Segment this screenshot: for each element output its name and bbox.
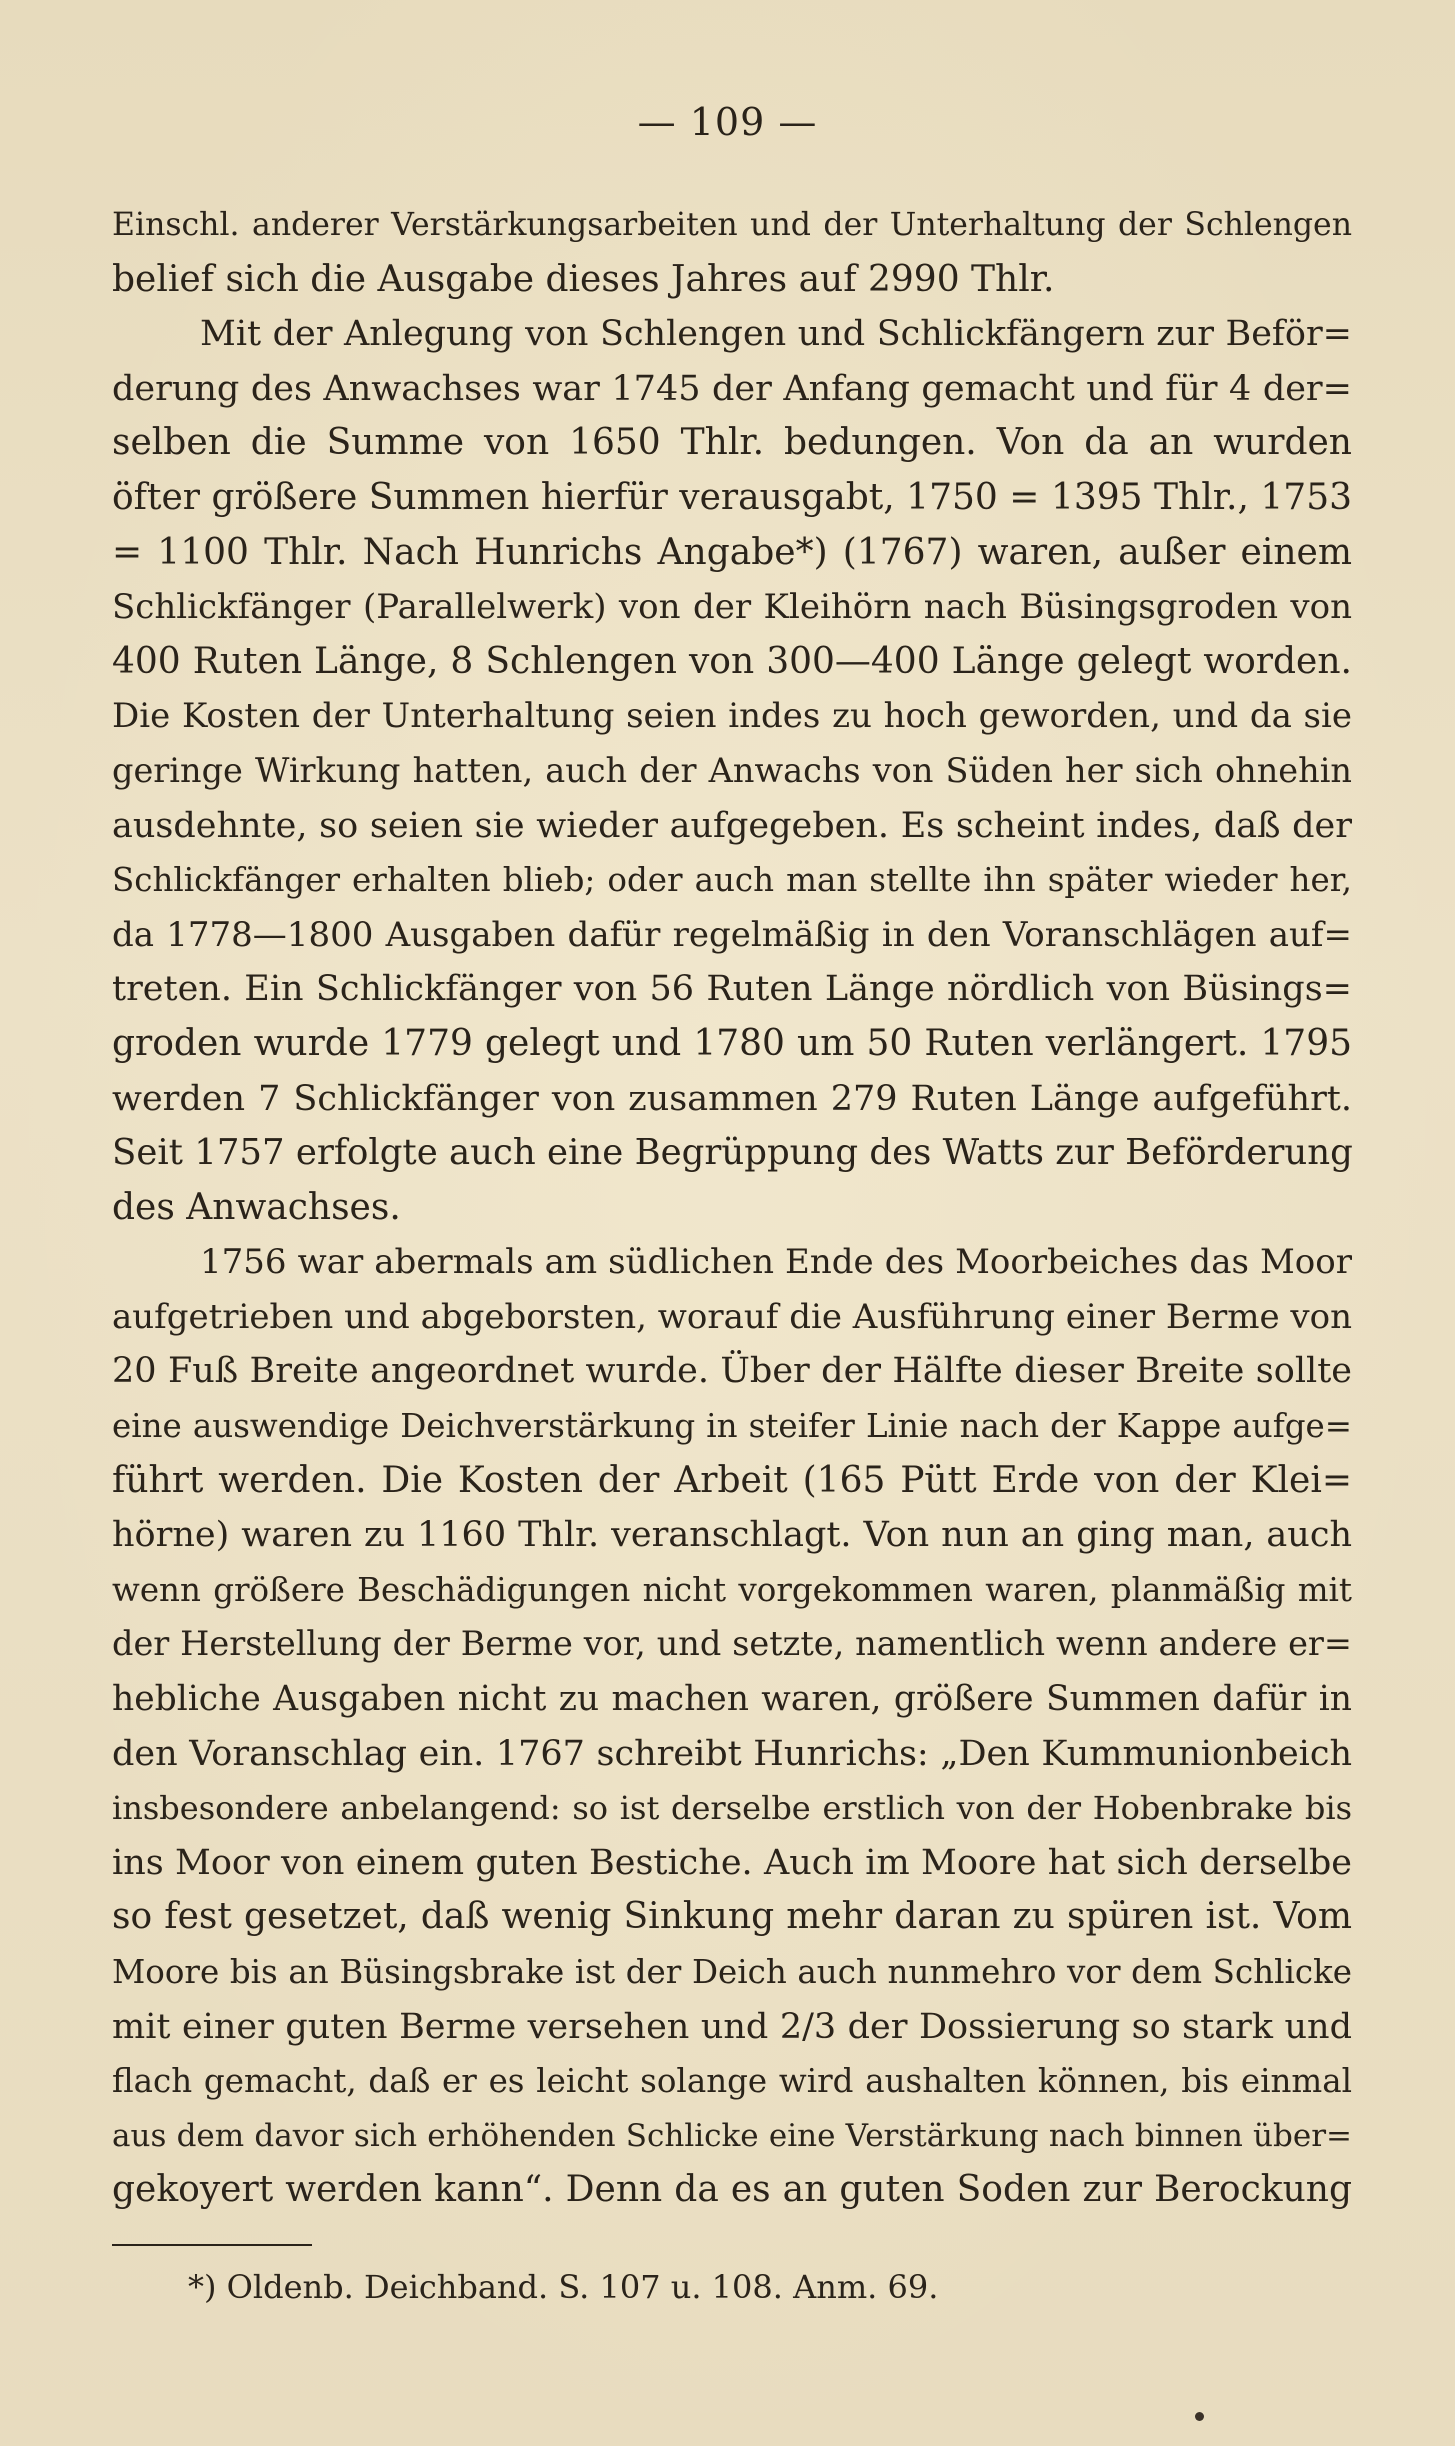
text-line: wenn größere Beschädigungen nicht vorgekommen waren, planmäßig mit (112, 1570, 1352, 1609)
text-line: 20 Fuß Breite angeordnet wurde. Über der Hälfte dieser Breite sollte (112, 1351, 1352, 1392)
text-line: Mit der Anlegung von Schlengen und Schlickfängern zur Beför= (200, 314, 1352, 355)
text-line: mit einer guten Berme versehen und 2/3 der Dossierung so stark und (112, 2006, 1352, 2047)
page-number: — 109 — (637, 100, 818, 144)
text-line: selben die Summe von 1650 Thlr. bedungen. Von da an wurden (112, 422, 1352, 464)
footnote-divider (112, 2244, 312, 2246)
footnote: *) Oldenb. Deichband. S. 107 u. 108. Anm. 69. (188, 2268, 939, 2306)
text-line: Seit 1757 erfolgte auch eine Begrüppung des Watts zur Beförderung (112, 1132, 1353, 1174)
text-line: Die Kosten der Unterhaltung seien indes zu hoch geworden, und da sie (112, 696, 1352, 737)
text-line: führt werden. Die Kosten der Arbeit (165 Pütt Erde von der Klei= (112, 1459, 1352, 1501)
text-line: den Voranschlag ein. 1767 schreibt Hunrichs: „Den Kummunionbeich (112, 1733, 1352, 1774)
text-line: des Anwachses. (112, 1186, 401, 1228)
text-line: hörne) waren zu 1160 Thlr. veranschlagt. Von nun an ging man, auch (112, 1515, 1352, 1556)
text-line: aufgetrieben und abgeborsten, worauf die Ausführung einer Berme von (112, 1296, 1352, 1337)
body-text (112, 198, 1352, 2218)
text-line: Moore bis an Büsingsbrake ist der Deich auch nunmehro vor dem Schlicke (112, 1953, 1352, 1991)
text-line: öfter größere Summen hierfür verausgabt, 1750 = 1395 Thlr., 1753 (112, 476, 1352, 518)
text-line: gekoyert werden kann“. Denn da es an guten Soden zur Berockung (112, 2169, 1352, 2211)
text-line: aus dem davor sich erhöhenden Schlicke eine Verstärkung nach binnen über= (112, 2117, 1352, 2154)
text-line: eine auswendige Deichverstärkung in steifer Linie nach der Kappe aufge= (112, 1407, 1352, 1446)
text-line: Einschl. anderer Verstärkungsarbeiten und der Unterhaltung der Schlengen (112, 207, 1352, 243)
text-line: groden wurde 1779 gelegt und 1780 um 50 Ruten verlängert. 1795 (112, 1022, 1352, 1064)
text-line: belief sich die Ausgabe dieses Jahres auf 2990 Thlr. (112, 258, 1055, 300)
text-line: geringe Wirkung hatten, auch der Anwachs von Süden her sich ohnehin (112, 750, 1352, 790)
text-line: Schlickfänger erhalten blieb; oder auch man stellte ihn später wieder her, (112, 861, 1352, 900)
text-line: flach gemacht, daß er es leicht solange wird aushalten können, bis einmal (112, 2062, 1352, 2101)
text-line: derung des Anwachses war 1745 der Anfang gemacht und für 4 der= (112, 368, 1352, 409)
text-line: hebliche Ausgaben nicht zu machen waren, größere Summen dafür in (112, 1679, 1352, 1720)
text-line: ausdehnte, so seien sie wieder aufgegeben. Es scheint indes, daß der (112, 805, 1352, 846)
text-line: da 1778—1800 Ausgaben dafür regelmäßig in den Voranschlägen auf= (112, 914, 1352, 955)
text-line: werden 7 Schlickfänger von zusammen 279 Ruten Länge aufgeführt. (112, 1078, 1352, 1119)
paper-speck (1195, 2412, 1204, 2421)
text-line: der Herstellung der Berme vor, und setzte, namentlich wenn andere er= (112, 1624, 1352, 1664)
text-line: = 1100 Thlr. Nach Hunrichs Angabe*) (1767) waren, außer einem (112, 531, 1352, 573)
text-line: treten. Ein Schlickfänger von 56 Ruten Länge nördlich von Büsings= (112, 969, 1352, 1010)
text-line: ins Moor von einem guten Bestiche. Auch im Moore hat sich derselbe (112, 1842, 1352, 1883)
text-line: insbesondere anbelangend: so ist derselbe erstlich von der Hobenbrake bis (112, 1789, 1352, 1828)
text-line: so fest gesetzet, daß wenig Sinkung mehr daran zu spüren ist. Vom (112, 1896, 1352, 1938)
text-line: 1756 war abermals am südlichen Ende des Moorbeiches das Moor (200, 1242, 1352, 1283)
text-line: Schlickfänger (Parallelwerk) von der Kleihörn nach Büsingsgroden von (112, 587, 1352, 628)
text-line: 400 Ruten Länge, 8 Schlengen von 300—400 Länge gelegt worden. (112, 640, 1352, 682)
